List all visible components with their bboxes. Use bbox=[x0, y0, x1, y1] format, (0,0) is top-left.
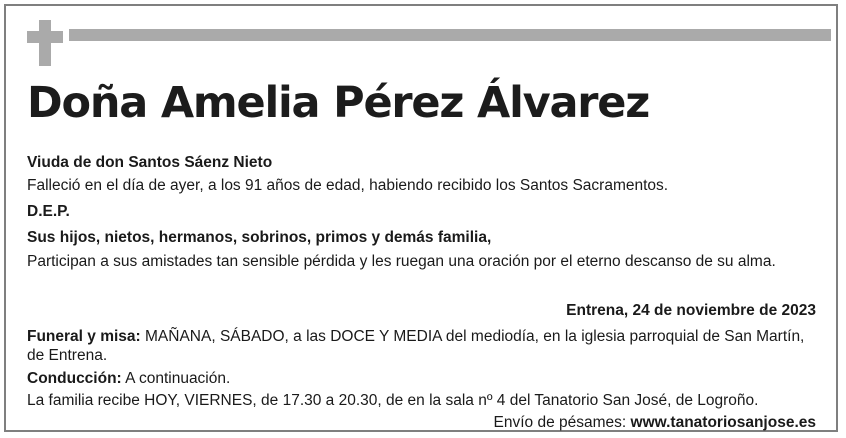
header-rule bbox=[69, 29, 831, 41]
funeral-text: MAÑANA, SÁBADO, a las DOCE Y MEDIA del mediodía, en la iglesia parroquial de San Martín, bbox=[140, 328, 805, 345]
death-notice: Falleció en el día de ayer, a los 91 años de edad, habiendo recibido los Santos Sacramentos. bbox=[27, 177, 669, 194]
family-line: Sus hijos, nietos, hermanos, sobrinos, primos y demás familia, bbox=[27, 229, 492, 246]
funeral-label: Funeral y misa: bbox=[27, 328, 141, 345]
condolences-url[interactable]: www.tanatoriosanjose.es bbox=[630, 414, 816, 431]
prayer-request: Participan a sus amistades tan sensible pérdida y les ruegan una oración por el eterno descanso de su alma. bbox=[27, 253, 776, 270]
visitation-line: La familia recibe HOY, VIERNES, de 17.30 a 20.30, de en la sala nº 4 del Tanatorio San José, de Logroño. bbox=[27, 392, 759, 409]
conduction-line bbox=[27, 369, 230, 389]
condolences-label: Envío de pésames: bbox=[493, 414, 631, 431]
conduction-text: A continuación. bbox=[121, 370, 231, 387]
condolences-line bbox=[494, 413, 816, 433]
obituary-card bbox=[4, 4, 838, 432]
funeral-line-cont: de Entrena. bbox=[27, 347, 108, 364]
place-date: Entrena, 24 de noviembre de 2023 bbox=[566, 302, 816, 319]
widow-of: Viuda de don Santos Sáenz Nieto bbox=[27, 154, 273, 171]
cross-icon bbox=[27, 20, 63, 66]
deceased-name: Doña Amelia Pérez Álvarez bbox=[27, 78, 650, 128]
funeral-line bbox=[27, 327, 804, 347]
conduction-label: Conducción: bbox=[27, 370, 122, 387]
dep: D.E.P. bbox=[27, 203, 70, 220]
